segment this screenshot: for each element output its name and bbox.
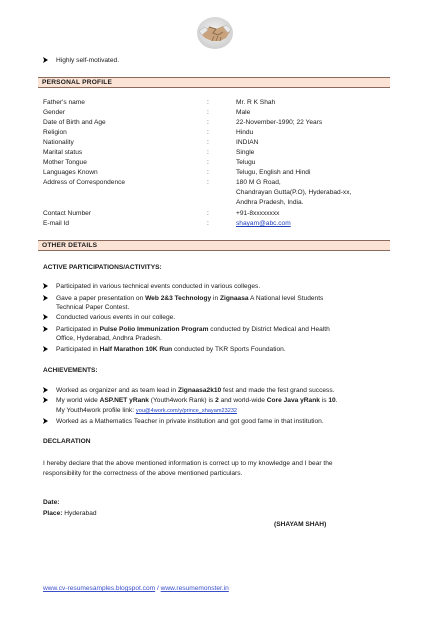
email-link[interactable]: shayam@abc.com — [236, 220, 291, 227]
field-colon: : — [207, 149, 209, 156]
achievement-item: Worked as a Mathematics Teacher in private institution and got good fame in that institution. — [56, 418, 324, 425]
achievements-heading: ACHIEVEMENTS: — [43, 367, 98, 374]
address-line-3: Andhra Pradesh, India. — [236, 199, 304, 206]
activity-item — [56, 295, 323, 303]
field-label: Date of Birth and Age — [43, 119, 106, 126]
activity-bold: Half Marathon 10K Run — [99, 346, 173, 353]
field-value: Telugu, English and Hindi — [236, 169, 311, 176]
other-details-title: OTHER DETAILS — [42, 241, 98, 249]
activity-text: conducted by District Medical and Health — [208, 326, 330, 333]
field-value: Telugu — [236, 159, 256, 166]
achievement-text: fest and made the fest grand success. — [221, 387, 335, 394]
arrow-bullet-icon — [43, 397, 48, 403]
footer-link-resumemonster[interactable]: www.resumemonster.in — [160, 585, 229, 592]
achievement-bold: ASP.NET yRank — [99, 397, 149, 404]
date-label: Date: — [43, 499, 60, 506]
field-label: Address of Correspondence — [43, 179, 126, 186]
achievement-item-continued — [56, 407, 237, 415]
activity-text: A National level Students — [248, 295, 324, 302]
field-label: Father's name — [43, 99, 85, 106]
field-value: Male — [236, 109, 251, 116]
arrow-bullet-icon — [43, 57, 48, 63]
achievement-bold: 10 — [328, 397, 336, 404]
field-colon: : — [207, 179, 209, 186]
field-colon: : — [207, 129, 209, 136]
field-value: Mr. R K Shah — [236, 99, 276, 106]
declaration-text-line-1: I hereby declare that the above mentioned information is correct up to my knowledge and I bear the — [43, 460, 333, 467]
field-label: Gender — [43, 109, 65, 116]
field-label: Nationality — [43, 139, 74, 146]
top-bullet-text: Highly self-motivated. — [56, 57, 120, 64]
arrow-bullet-icon — [43, 314, 48, 320]
profile-link-label: My Youth4work profile link: — [56, 407, 136, 414]
field-value: Single — [236, 149, 255, 156]
field-value: 22-November-1990; 22 Years — [236, 119, 323, 126]
field-label: Marital status — [43, 149, 83, 156]
activity-text: conducted by TKR Sports Foundation. — [172, 346, 286, 353]
arrow-bullet-icon — [43, 387, 48, 393]
activity-text: Participated in — [56, 326, 100, 333]
other-details-header — [38, 240, 390, 251]
arrow-bullet-icon — [43, 283, 48, 289]
activity-item-continued: Office, Hyderabad, Andhra Pradesh. — [56, 335, 162, 342]
activity-bold: Zignaasa — [219, 295, 249, 302]
activity-item — [56, 326, 330, 334]
achievement-text: and world-wide — [218, 397, 267, 404]
activity-item: Participated in various technical events conducted in various colleges. — [56, 283, 261, 290]
field-colon: : — [207, 119, 209, 126]
field-value: 180 M G Road, — [236, 179, 281, 186]
field-colon: : — [207, 210, 209, 217]
activity-text: Participated in — [56, 346, 100, 353]
activities-heading: ACTIVE PARTICIPATIONS/ACTIVITYS: — [43, 264, 162, 271]
achievement-text: My world wide — [56, 397, 100, 404]
footer-link-cv-resumesamples[interactable]: www.cv-resumesamples.blogspot.com — [43, 585, 156, 592]
personal-profile-title: PERSONAL PROFILE — [42, 78, 113, 86]
place-value: Hyderabad — [64, 510, 97, 517]
field-colon: : — [207, 169, 209, 176]
address-line-2: Chandrayan Gutta(P.O), Hyderabad-xx, — [236, 189, 352, 196]
field-colon: : — [207, 139, 209, 146]
activity-bold: Web 2&3 Technology — [145, 295, 212, 302]
achievement-text: is — [319, 397, 329, 404]
place-label: Place: — [43, 510, 63, 517]
signature-name: (SHAYAM SHAH) — [274, 521, 327, 528]
achievement-bold: Zignaasa2k10 — [177, 387, 222, 394]
contact-number-label: Contact Number — [43, 210, 92, 217]
achievement-item — [56, 387, 334, 395]
arrow-bullet-icon — [43, 326, 48, 332]
contact-number-value: +91-8xxxxxxxx — [236, 210, 280, 217]
field-colon: : — [207, 109, 209, 116]
activity-item: Conducted various events in our college. — [56, 314, 176, 321]
achievement-text: (Youth4work Rank) is — [148, 397, 216, 404]
activity-item-continued: Technical Paper Contest. — [56, 304, 130, 311]
achievement-text: Worked as organizer and as team lead in — [56, 387, 178, 394]
profile-link[interactable]: you@4work.com/y/prince_shayam23232 — [135, 408, 238, 414]
email-label: E-mail Id — [43, 220, 70, 227]
achievement-text: . — [335, 397, 338, 404]
achievement-item — [56, 397, 338, 405]
field-colon: : — [207, 99, 209, 106]
personal-profile-header — [38, 77, 390, 88]
arrow-bullet-icon — [43, 295, 48, 301]
declaration-text-line-2: responsibility for the correctness of the above mentioned particulars. — [43, 470, 243, 477]
arrow-bullet-icon — [43, 346, 48, 352]
activity-text: Gave a paper presentation on — [56, 295, 146, 302]
field-value: Hindu — [236, 129, 254, 136]
achievement-bold: Core Java yRank — [266, 397, 320, 404]
field-label: Religion — [43, 129, 67, 136]
field-colon: : — [207, 220, 209, 227]
activity-text: in — [211, 295, 220, 302]
field-value: INDIAN — [236, 139, 259, 146]
footer-links — [43, 585, 229, 593]
achievement-bold: 2 — [215, 397, 219, 404]
field-label: Languages Known — [43, 169, 98, 176]
field-colon: : — [207, 159, 209, 166]
handshake-logo-icon — [196, 14, 234, 52]
declaration-heading: DECLARATION — [43, 438, 91, 445]
activity-bold: Pulse Polio Immunization Program — [99, 326, 209, 333]
activity-item — [56, 346, 286, 354]
place-line — [43, 510, 97, 518]
arrow-bullet-icon — [43, 418, 48, 424]
field-label: Mother Tongue — [43, 159, 87, 166]
footer-separator: / — [155, 585, 161, 592]
